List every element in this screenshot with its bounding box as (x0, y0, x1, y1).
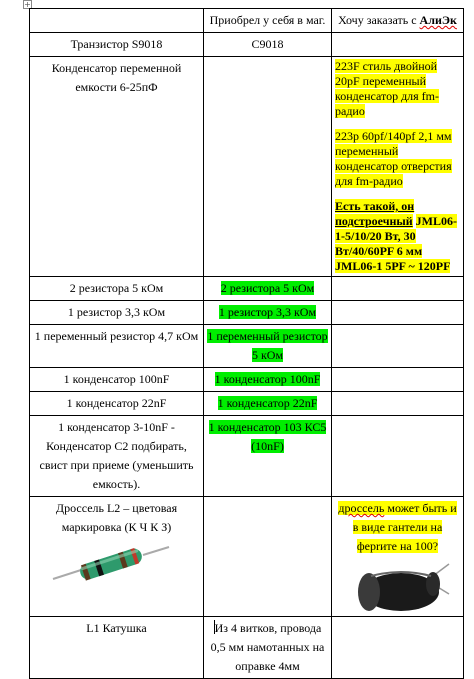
table-row (30, 392, 464, 416)
cell-bought: Из 4 витков, провода 0,5 мм намотанных на оправке 4мм (204, 617, 332, 679)
cell-name: 1 переменный резистор 4,7 кОм (30, 325, 204, 368)
components-table (29, 8, 464, 679)
cell-name: 1 конденсатор 100nF (30, 368, 204, 392)
cell-order (332, 277, 464, 301)
cell-bought: С9018 (204, 33, 332, 57)
inductor-image (51, 543, 171, 585)
cell-order-choke: дроссель может быть и в виде гантели на ферrите на 100? (332, 497, 464, 617)
cell-bought (204, 497, 332, 617)
table-row (30, 277, 464, 301)
cell-name: 1 конденсатор 3-10nF - Конденсатор С2 подбирать, свист при приеме (уменьшить емкость). (30, 416, 204, 497)
cell-order (332, 33, 464, 57)
table-move-handle-icon[interactable]: + (24, 0, 31, 9)
choke-image (341, 562, 451, 614)
header-brand: АлиЭк (419, 13, 457, 27)
order-note: Есть такой, он подстроечный (335, 199, 415, 228)
order-option-1: 223F стиль двойной 20pF переменный конденсатор для fm-радио (335, 59, 440, 118)
cell-order (332, 325, 464, 368)
table-row (30, 301, 464, 325)
cell-order (332, 301, 464, 325)
cell-order (332, 617, 464, 679)
cell-name: 1 конденсатор 22nF (30, 392, 204, 416)
order-option-3: JML06-1-5/10/20 Вт, 30 Вт/40/60PF 6 мм JML06-1 5PF ~ 120PF (335, 214, 457, 273)
cell-bought: 1 конденсатор 103 КС5 (10nF) (204, 416, 332, 497)
table-header-row (30, 9, 464, 33)
order-option-2: 223p 60pf/140pf 2,1 мм переменный конденсатор отверстия для fm-радио (335, 129, 452, 188)
cell-name: Транзистор S9018 (30, 33, 204, 57)
table-row (30, 57, 464, 277)
cell-order (332, 368, 464, 392)
cell-name-choke: Дроссель L2 – цветовая маркировка (К Ч К З) (30, 497, 204, 617)
header-col3: Хочу заказать с АлиЭк (332, 9, 464, 33)
cell-bought: 1 конденсатор 22nF (204, 392, 332, 416)
header-col2: Приобрел у себя в маг. (204, 9, 332, 33)
cell-order (332, 416, 464, 497)
cell-bought: 1 конденсатор 100nF (204, 368, 332, 392)
cell-bought (204, 57, 332, 277)
table-row (30, 325, 464, 368)
cell-order-capacitor (332, 57, 464, 277)
cell-bought: 2 резистора 5 кОм (204, 277, 332, 301)
table-row (30, 497, 464, 617)
header-col1 (30, 9, 204, 33)
cell-order (332, 392, 464, 416)
cell-name: Конденсатор переменной емкости 6-25пФ (30, 57, 204, 277)
table-row (30, 33, 464, 57)
cell-name: 1 резистор 3,3 кОм (30, 301, 204, 325)
cell-name: L1 Катушка (30, 617, 204, 679)
cell-bought: 1 резистор 3,3 кОм (204, 301, 332, 325)
cell-name: 2 резистора 5 кОм (30, 277, 204, 301)
table-row (30, 368, 464, 392)
table-row (30, 416, 464, 497)
table-row (30, 617, 464, 679)
cell-bought: 1 переменный резистор 5 кОм (204, 325, 332, 368)
